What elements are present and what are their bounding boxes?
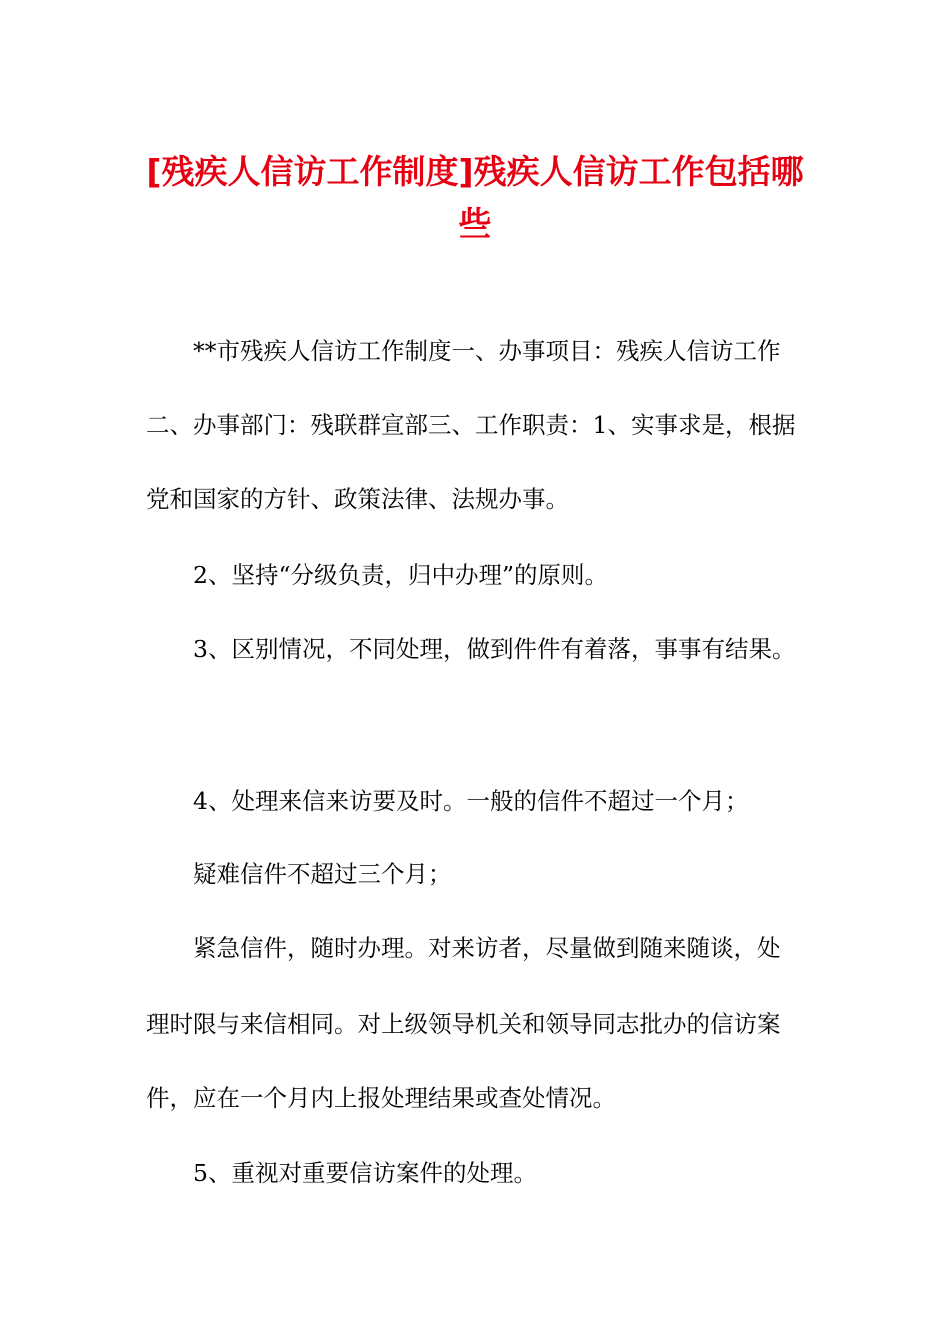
document-title: [残疾人信访工作制度]残疾人信访工作包括哪些 (146, 152, 804, 243)
body-line-7: 疑难信件不超过三个月； (193, 860, 452, 888)
body-line-8: 紧急信件，随时办理。对来访者，尽量做到随来随谈，处 (193, 934, 781, 962)
body-line-2: 二、办事部门：残联群宣部三、工作职责：1、实事求是，根据 (146, 411, 796, 439)
body-line-5: 3、区别情况，不同处理，做到件件有着落，事事有结果。 (193, 635, 796, 663)
body-line-9: 理时限与来信相同。对上级领导机关和领导同志批办的信访案 (146, 1010, 781, 1038)
body-line-1: **市残疾人信访工作制度一、办事项目：残疾人信访工作 (193, 337, 781, 365)
body-line-11: 5、重视对重要信访案件的处理。 (193, 1159, 537, 1187)
body-line-3: 党和国家的方针、政策法律、法规办事。 (146, 485, 569, 513)
body-line-4: 2、坚持“分级负责，归中办理”的原则。 (193, 561, 608, 589)
body-line-6: 4、处理来信来访要及时。一般的信件不超过一个月； (193, 787, 749, 815)
body-line-10: 件，应在一个月内上报处理结果或查处情况。 (146, 1084, 616, 1112)
